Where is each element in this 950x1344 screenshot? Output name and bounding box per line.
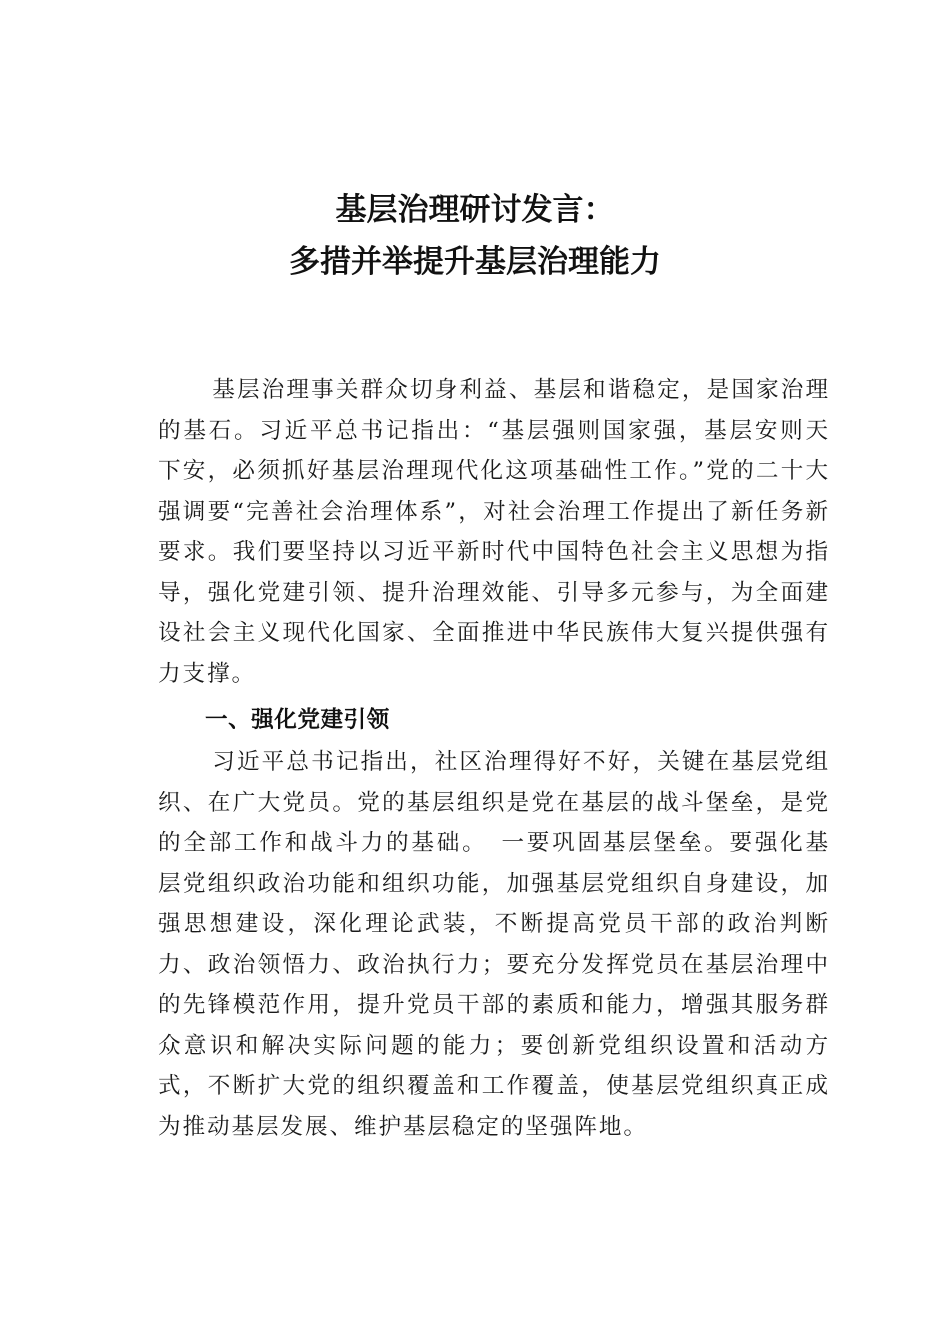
document-title-line-2: 多措并举提升基层治理能力 <box>289 244 661 280</box>
intro-paragraph: 基层治理事关群众切身利益、基层和谐稳定，是国家治理的基石。习近平总书记指出：“基层强则国家强，基层安则天下安，必须抓好基层治理现代化这项基础性工作。”党的二十大强调要“完善社会治理体系”，对社会治理工作提出了新任务新要求。我们要坚持以习近平新时代中国特色社会主义思想为指导，强化党建引领、提升治理效能、引导多元参与，为全面建设社会主义现代化国家、全面推进中华民族伟大复兴提供强有力支撑。 <box>158 377 830 687</box>
section-1-paragraph: 习近平总书记指出，社区治理得好不好，关键在基层党组织、在广大党员。党的基层组织是党在基层的战斗堡垒，是党的全部工作和战斗力的基础。 一要巩固基层堡垒。要强化基层党组织政治功能和组织功能，加强基层党组织自身建设，加强思想建设，深化理论武装，不断提高党员干部的政治判断力、政治领悟力、政治执行力；要充分发挥党员在基层治理中的先锋模范作用，提升党员干部的素质和能力，增强其服务群众意识和解决实际问题的能力；要创新党组织设置和活动方式，不断扩大党的组织覆盖和工作覆盖，使基层党组织真正成为推动基层发展、维护基层稳定的坚强阵地。 <box>158 749 830 1140</box>
document-title-line-1: 基层治理研讨发言： <box>335 192 615 228</box>
section-heading-1: 一、强化党建引领 <box>205 707 390 733</box>
